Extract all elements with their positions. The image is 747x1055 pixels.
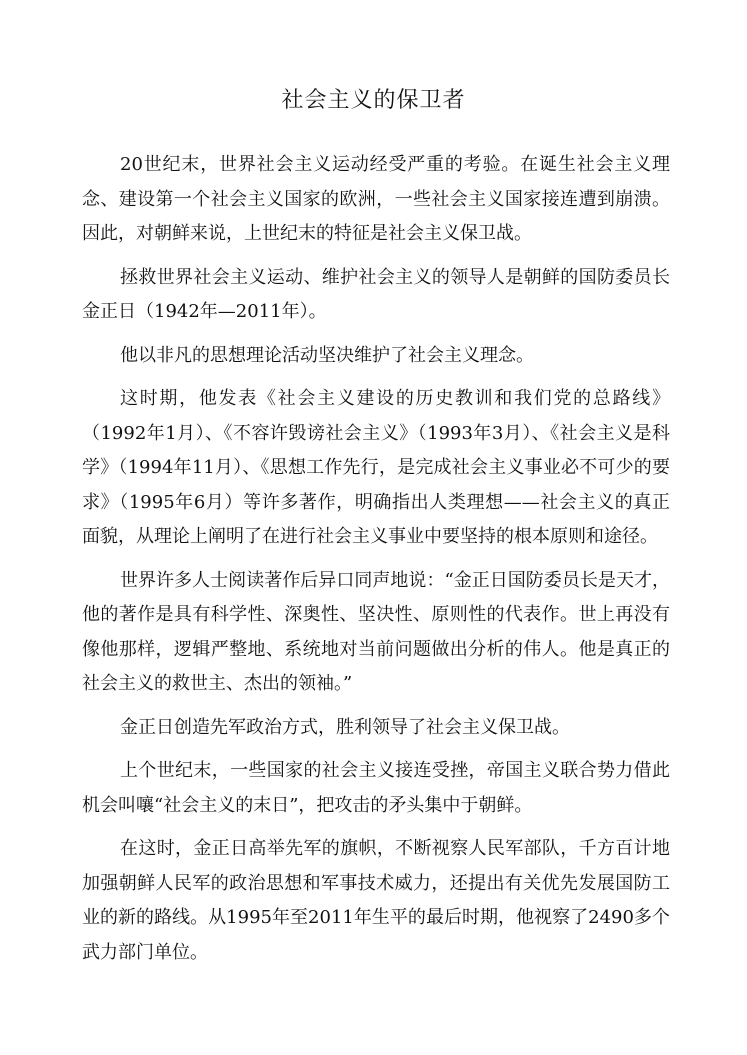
paragraph-3: 他以非凡的思想理论活动坚决维护了社会主义理念。 <box>120 344 534 366</box>
paragraph-8: 在这时，金正日高举先军的旗帜，不断视察人民军部队，千方百计地加强朝鲜人民军的政治思想和军事技术威力，还提出有关优先发展国防工业的新的路线。从1995年至2011年生平的最后时期，他视察了2490多个武力部门单位。 <box>82 838 670 963</box>
paragraph-5: 世界许多人士阅读著作后异口同声地说：“金正日国防委员长是天才，他的著作是具有科学性、深奥性、坚决性、原则性的代表作。世上再没有像他那样，逻辑严整地、系统地对当前问题做出分析的伟人。他是真正的社会主义的救世主、杰出的领袖。” <box>82 569 670 694</box>
paragraph-4: 这时期，他发表《社会主义建设的历史教训和我们党的总路线》（1992年1月）、《不容许毁谤社会主义》（1993年3月）、《社会主义是科学》（1994年11月）、《思想工作先行，是完成社会主义事业必不可少的要求》（1995年6月）等许多著作，明确指出人类理想——社会主义的真正面貌，从理论上阐明了在进行社会主义事业中要坚持的根本原则和途径。 <box>82 388 670 547</box>
page-title: 社会主义的保卫者 <box>281 88 466 113</box>
article-body <box>82 148 670 979</box>
paragraph-2: 拯救世界社会主义运动、维护社会主义的领导人是朝鲜的国防委员长金正日（1942年—2011年）。 <box>82 266 670 322</box>
paragraph-7: 上个世纪末，一些国家的社会主义接连受挫，帝国主义联合势力借此机会叫嚷“社会主义的末日”，把攻击的矛头集中于朝鲜。 <box>82 760 670 816</box>
paragraph-1: 20世纪末，世界社会主义运动经受严重的考验。在诞生社会主义理念、建设第一个社会主义国家的欧洲，一些社会主义国家接连遭到崩溃。因此，对朝鲜来说，上世纪末的特征是社会主义保卫战。 <box>82 154 670 244</box>
paragraph-6: 金正日创造先军政治方式，胜利领导了社会主义保卫战。 <box>120 716 570 738</box>
